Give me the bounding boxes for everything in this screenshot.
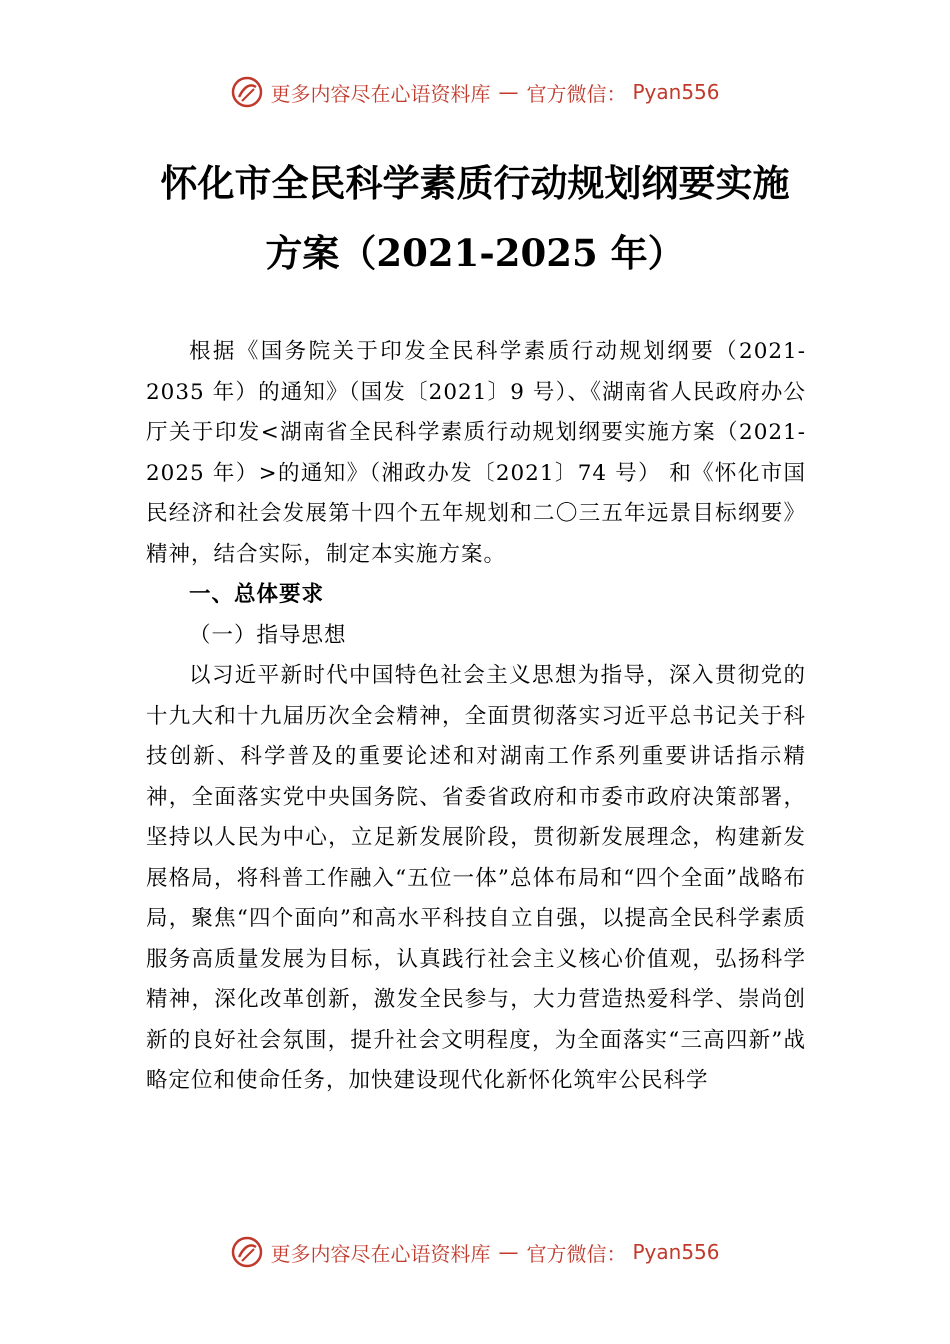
- document-body: [146, 332, 806, 1102]
- subsection-heading: （一）指导思想: [189, 622, 347, 648]
- paragraph-guiding-ideology: 以习近平新时代中国特色社会主义思想为指导，深入贯彻党的十九大和十九届历次全会精神，全面贯彻落实习近平总书记关于科技创新、科学普及的重要论述和对湖南工作系列重要讲话指示精神，全面落实党中央国务院、省委省政府和市委市政府决策部署，坚持以人民为中心，立足新发展阶段，贯彻新发展理念，构建新发展格局，将科普工作融入“五位一体”总体布局和“四个全面”战略布局，聚焦“四个面向”和高水平科技自立自强，以提高全民科学素质服务高质量发展为目标，认真践行社会主义核心价值观，弘扬科学精神，深化改革创新，激发全民参与，大力营造热爱科学、崇尚创新的良好社会氛围，提升社会文明程度，为全面落实“三高四新”战略定位和使命任务，加快建设现代化新怀化筑牢公民科学: [146, 663, 806, 1093]
- paragraph-intro: 根据《国务院关于印发全民科学素质行动规划纲要（2021-2035 年）的通知》（国发〔2021〕9 号）、《湖南省人民政府办公厅关于印发<湖南省全民科学素质行动规划纲要实施方案（2021-2025 年）>的通知》（湘政办发〔2021〕74 号） 和《怀化市国民经济和社会发展第十四个五年规划和二〇三五年远景目标纲要》精神，结合实际，制定本实施方案。: [146, 339, 806, 567]
- footer-banner: [0, 1232, 950, 1272]
- header-banner: [0, 72, 950, 112]
- banner-dash: —: [498, 1240, 519, 1264]
- banner-wechat-id: Pyan556: [632, 1240, 720, 1264]
- banner-wechat-label: 官方微信：: [526, 1241, 627, 1266]
- banner-dash: —: [498, 80, 519, 104]
- banner-text: 更多内容尽在心语资料库: [270, 81, 491, 106]
- logo-icon: [230, 1235, 264, 1269]
- section-heading: 一、总体要求: [189, 582, 325, 607]
- banner-wechat-label: 官方微信：: [526, 81, 627, 106]
- banner-wechat-id: Pyan556: [632, 80, 720, 104]
- banner-text: 更多内容尽在心语资料库: [270, 1241, 491, 1266]
- document-title: 怀化市全民科学素质行动规划纲要实施方案（2021-2025 年）: [160, 161, 790, 275]
- logo-icon: [230, 75, 264, 109]
